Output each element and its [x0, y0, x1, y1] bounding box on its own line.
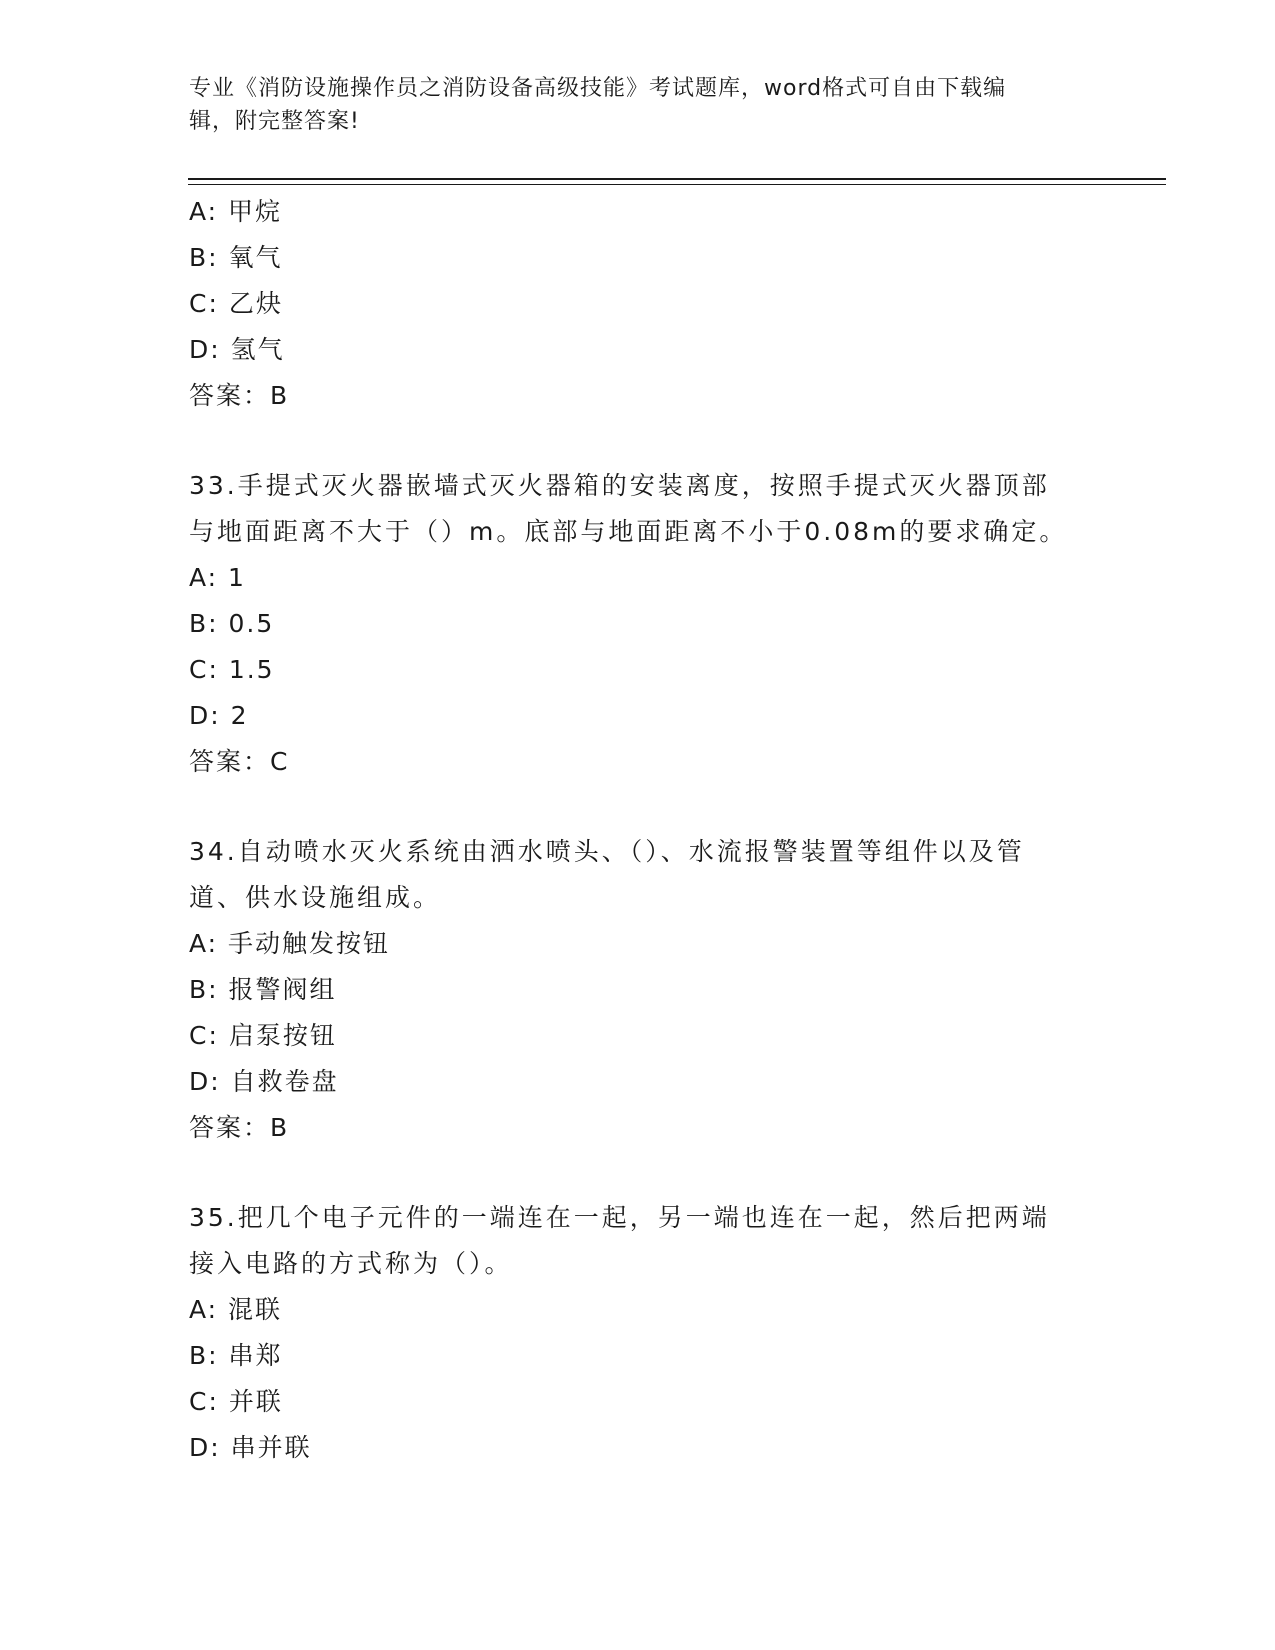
- document-header: [189, 72, 1079, 138]
- question-text-line-2: 接入电路的方式称为（）。: [189, 1249, 513, 1278]
- answer-line: 答案：B: [189, 381, 290, 410]
- option-a: A: 甲烷: [189, 197, 283, 226]
- option-d: D: 2: [189, 701, 249, 730]
- question-text-line-2: 与地面距离不大于（）m。底部与地面距离不小于0.08m的要求确定。: [189, 517, 1068, 546]
- option-c: C: 并联: [189, 1387, 283, 1416]
- option-a: A: 手动触发按钮: [189, 929, 391, 958]
- question-text-line-1: 33.手提式灭火器嵌墙式灭火器箱的安装离度，按照手提式灭火器顶部: [189, 471, 1050, 500]
- header-line-2: 辑，附完整答案!: [189, 109, 360, 134]
- option-c: C: 1.5: [189, 655, 275, 684]
- option-b: B: 0.5: [189, 609, 275, 638]
- question-33: [189, 463, 1089, 785]
- option-b: B: 氧气: [189, 243, 283, 272]
- question-34: [189, 829, 1089, 1151]
- option-d: D: 自救卷盘: [189, 1067, 339, 1096]
- spacer: [189, 1151, 1089, 1195]
- option-d: D: 氢气: [189, 335, 285, 364]
- header-divider-thick: [188, 178, 1166, 180]
- question-35: [189, 1195, 1089, 1471]
- question-text-line-2: 道、供水设施组成。: [189, 883, 442, 912]
- question-32-continued: [189, 189, 1089, 419]
- header-line-1: 专业《消防设施操作员之消防设备高级技能》考试题库，word格式可自由下载编: [189, 76, 1007, 101]
- option-a: A: 混联: [189, 1295, 283, 1324]
- answer-line: 答案：C: [189, 747, 290, 776]
- option-c: C: 乙炔: [189, 289, 283, 318]
- spacer: [189, 785, 1089, 829]
- option-d: D: 串并联: [189, 1433, 312, 1462]
- option-c: C: 启泵按钮: [189, 1021, 337, 1050]
- option-b: B: 串郑: [189, 1341, 283, 1370]
- spacer: [189, 419, 1089, 463]
- question-text-line-1: 34.自动喷水灭火系统由洒水喷头、（）、水流报警装置等组件以及管: [189, 837, 1025, 866]
- option-a: A: 1: [189, 563, 246, 592]
- question-text-line-1: 35.把几个电子元件的一端连在一起，另一端也连在一起，然后把两端: [189, 1203, 1050, 1232]
- header-divider-thin: [188, 184, 1166, 185]
- option-b: B: 报警阀组: [189, 975, 337, 1004]
- question-list: [189, 189, 1089, 1471]
- answer-line: 答案：B: [189, 1113, 290, 1142]
